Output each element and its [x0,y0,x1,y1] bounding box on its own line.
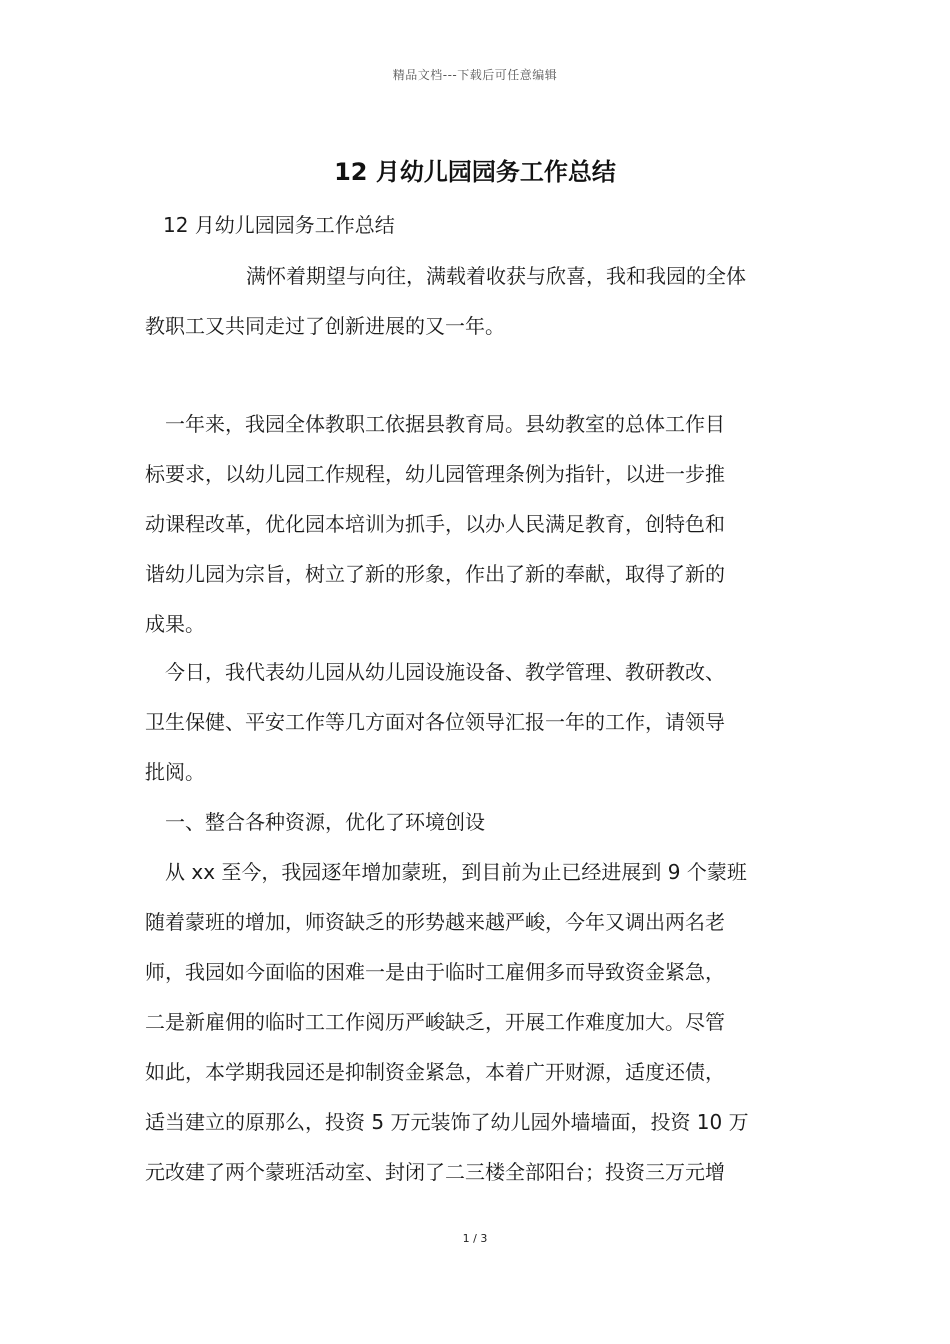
body-line: 二是新雇佣的临时工工作阅历严峻缺乏，开展工作难度加大。尽管 [145,1010,725,1034]
body-line: 成果。 [145,612,205,636]
section-heading: 一、整合各种资源，优化了环境创设 [165,810,485,834]
page-number: 1 / 3 [462,1232,488,1245]
body-line: 卫生保健、平安工作等几方面对各位领导汇报一年的工作，请领导 [145,710,725,734]
body-line: 师，我园如今面临的困难一是由于临时工雇佣多而导致资金紧急， [145,960,725,984]
body-line: 标要求，以幼儿园工作规程，幼儿园管理条例为指针，以进一步推 [145,462,725,486]
body-line: 如此，本学期我园还是抑制资金紧急，本着广开财源，适度还债， [145,1060,725,1084]
page-header: 精品文档---下载后可任意编辑 [392,68,558,82]
body-line: 适当建立的原那么，投资 5 万元装饰了幼儿园外墙墙面，投资 10 万 [145,1110,749,1134]
body-line: 12 月幼儿园园务工作总结 [163,213,395,237]
body-line: 一年来，我园全体教职工依据县教育局。县幼教室的总体工作目 [165,412,725,436]
body-line: 从 xx 至今，我园逐年增加蒙班，到目前为止已经进展到 9 个蒙班 [165,860,747,884]
body-line: 教职工又共同走过了创新进展的又一年。 [145,314,505,338]
body-line: 批阅。 [145,760,205,784]
body-line: 今日，我代表幼儿园从幼儿园设施设备、教学管理、教研教改、 [165,660,725,684]
body-line: 谐幼儿园为宗旨，树立了新的形象，作出了新的奉献，取得了新的 [145,562,725,586]
body-line: 元改建了两个蒙班活动室、封闭了二三楼全部阳台；投资三万元增 [145,1160,725,1184]
document-title: 12 月幼儿园园务工作总结 [334,158,616,186]
body-line: 满怀着期望与向往，满载着收获与欣喜，我和我园的全体 [246,264,746,288]
body-line: 随着蒙班的增加，师资缺乏的形势越来越严峻，今年又调出两名老 [145,910,725,934]
body-line: 动课程改革，优化园本培训为抓手，以办人民满足教育，创特色和 [145,512,725,536]
